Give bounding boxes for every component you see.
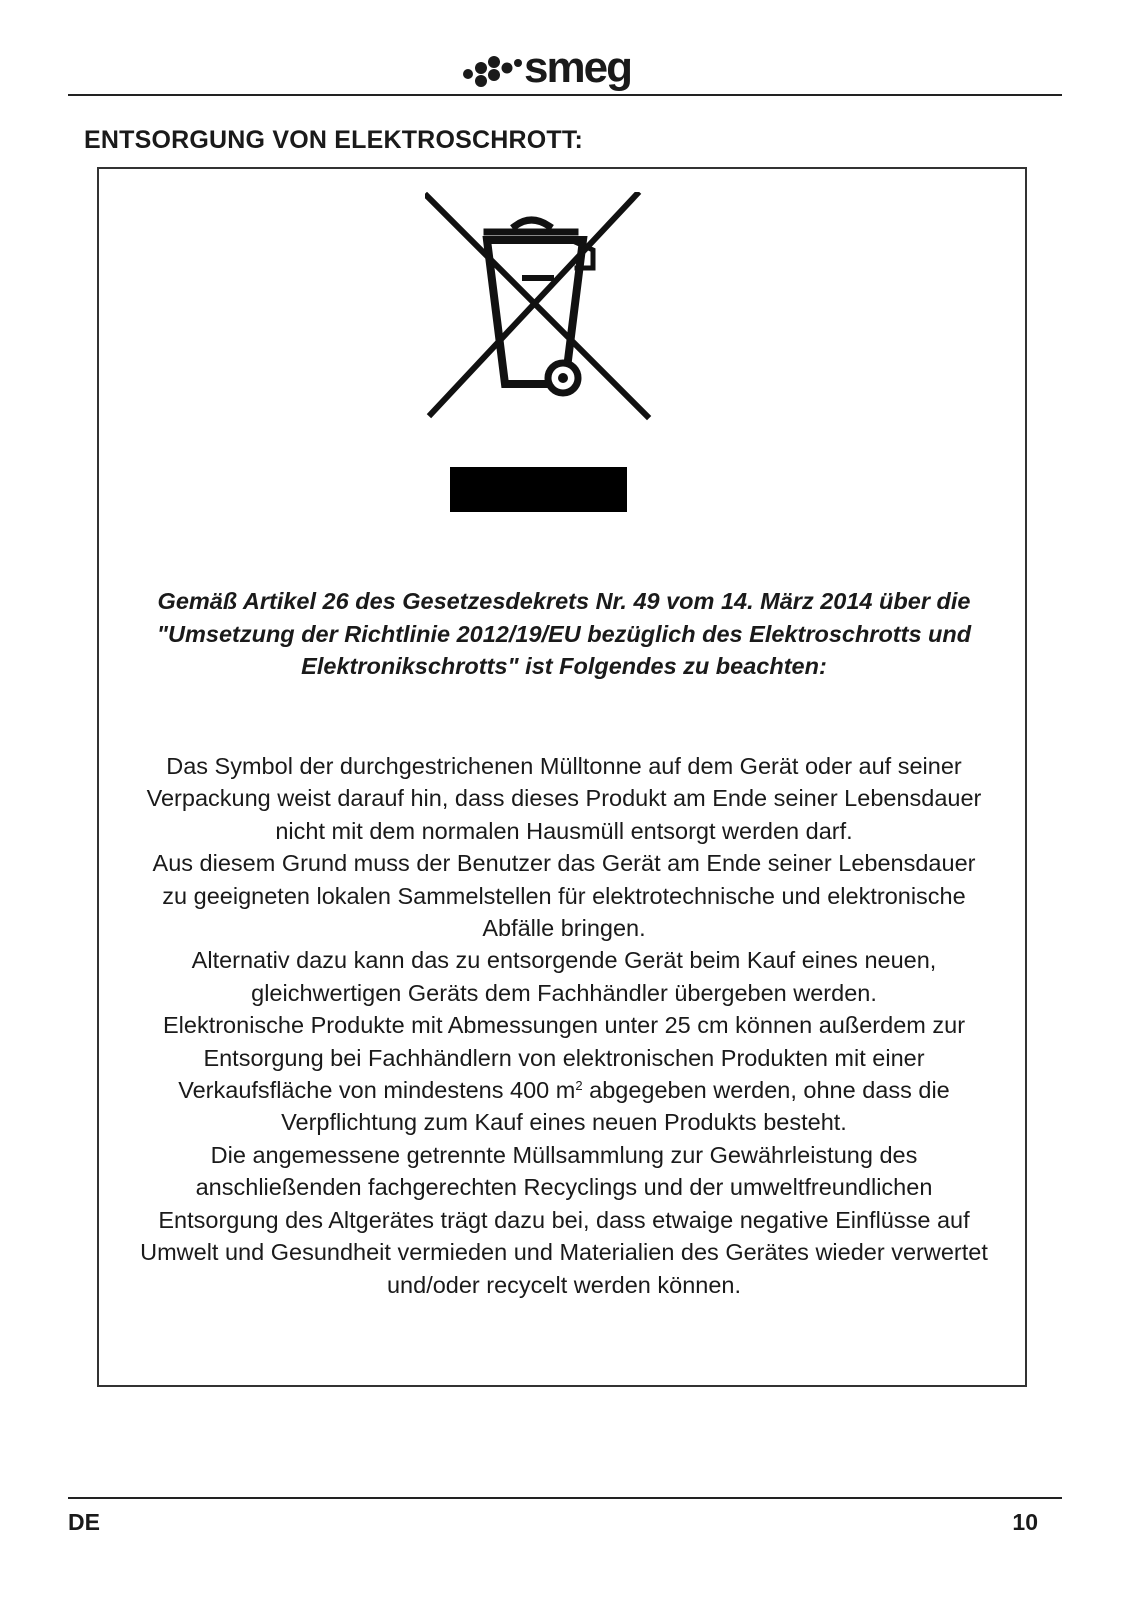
crossed-out-wheelie-bin-icon [425,192,655,432]
paragraph-environmental-benefit: Die angemessene getrennte Müllsammlung zur Gewährleistung des anschließenden fachgerechten Recyclings und der umweltfreundlichen Entsorgung des Altgerätes trägt dazu bei, dass etwaige negative Einflüsse auf Umwelt und Gesundheit vermieden und Materialien des Gerätes wieder verwertet und/oder recycelt werden können. [140,1141,988,1298]
legal-intro: Gemäß Artikel 26 des Gesetzesdekrets Nr. 49 vom 14. März 2014 über die "Umsetzung der Richtlinie 2012/19/EU bezüglich des Elektroschrotts und Elektronikschrotts" ist Folgendes zu beachten: [156,588,972,679]
header-divider [68,94,1062,96]
page-number: 10 [1012,1509,1038,1535]
paragraph-collection-points: Aus diesem Grund muss der Benutzer das Gerät am Ende seiner Lebensdauer zu geeigneten lokalen Sammelstellen für elektrotechnische und elektronische Abfälle bringen. [152,850,976,942]
section-title: ENTSORGUNG VON ELEKTROSCHROTT: [84,126,584,154]
square-meter-superscript: 2 [575,1078,583,1094]
paragraph-small-devices [140,1009,988,1139]
separate-collection-bar [450,467,627,512]
paragraph-retailer-return: Alternativ dazu kann das zu entsorgende Gerät beim Kauf eines neuen, gleichwertigen Geräts dem Fachhändler übergeben werden. [191,947,937,1006]
small-devices-text: Elektronische Produkte mit Abmessungen unter 25 cm können außerdem zur Entsorgung bei Fachhändlern von elektronischen Produkten mit einer Verkaufsfläche von mindestens 400 m [162,1012,966,1104]
small-devices-text-end: abgegeben werden, ohne dass die Verpflichtung zum Kauf eines neuen Produkts besteht. [281,1077,950,1136]
disposal-instructions [140,750,988,1301]
paragraph-symbol-meaning: Das Symbol der durchgestrichenen Mülltonne auf dem Gerät oder auf seiner Verpackung weist darauf hin, dass dieses Produkt am Ende seiner Lebensdauer nicht mit dem normalen Hausmüll entsorgt werden darf. [146,753,982,844]
language-code: DE [68,1509,100,1535]
footer-divider [68,1497,1062,1499]
smeg-logo [462,44,662,94]
brand-wordmark: smeg [524,44,631,92]
